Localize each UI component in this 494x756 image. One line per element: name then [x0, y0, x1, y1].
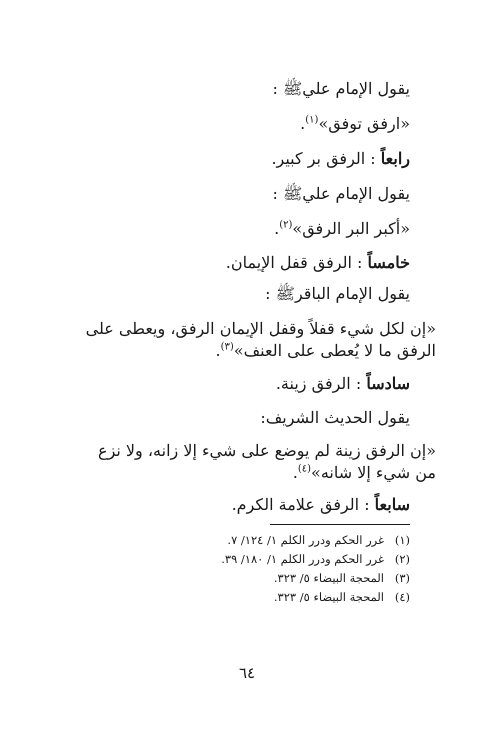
footnote-ref-2[interactable]: (٢) [279, 219, 293, 231]
punct: . [292, 463, 298, 482]
footnote-1 [227, 532, 410, 548]
punct: . [274, 219, 280, 238]
punct: . [300, 114, 306, 133]
honorific-glyph: ﷺ [282, 184, 303, 203]
footnote-text: المحجة البيضاء ٥/ ٣٢٣. [273, 571, 384, 585]
quote-text: «أكبر البر الرفق» [292, 219, 410, 238]
honorific-glyph: ﷺ [282, 79, 303, 98]
footnote-ref-1[interactable]: (١) [305, 114, 319, 126]
quote-lock-line-2 [216, 340, 436, 362]
quote-text: «إن لكل شيء قفلاً وقفل الإيمان الرفق، ويعطى على [85, 319, 436, 338]
point-text: : الرفق قفل الإيمان. [225, 253, 368, 272]
point-text: : الرفق علامة الكرم. [231, 495, 375, 514]
quote-lock-line-1 [58, 318, 436, 340]
footnote-2 [221, 551, 410, 567]
punct: : [265, 284, 276, 303]
footnote-4 [274, 589, 410, 605]
quote-irfaq [300, 113, 410, 135]
section-heading-sixth: سادساً [366, 374, 410, 393]
intro-text: يقول الإمام علي [302, 79, 410, 98]
footnote-number: (٣) [394, 571, 410, 585]
punct: . [215, 341, 221, 360]
section-heading-fifth: خامساً [367, 253, 410, 272]
quote-intro-baqir [265, 283, 410, 305]
intro-text: يقول الإمام الباقر [294, 284, 410, 303]
point-text: : الرفق زينة. [275, 374, 367, 393]
page-number: ٦٤ [238, 664, 256, 682]
footnote-number: (٢) [394, 552, 410, 566]
quote-text: «إن الرفق زينة لم يوضع على شيء إلا زانه، ولا نزع [98, 441, 436, 460]
point-text: : الرفق بر كبير. [271, 149, 381, 168]
quote-akbar-albir [274, 218, 410, 240]
point-seventh [232, 494, 410, 516]
quote-text: من شيء إلا شانه» [311, 463, 436, 482]
section-heading-seventh: سابعاً [374, 495, 410, 514]
intro-text: يقول الحديث الشريف: [260, 408, 410, 427]
quote-intro-ali-2 [272, 183, 410, 205]
punct: : [272, 184, 283, 203]
section-heading-fourth: رابعاً [380, 149, 410, 168]
quote-adornment-line-2 [293, 462, 436, 484]
footnote-3 [274, 570, 410, 586]
quote-adornment-line-1 [58, 440, 436, 462]
footnote-text: المحجة البيضاء ٥/ ٣٢٣. [273, 590, 384, 604]
footnote-separator [270, 524, 410, 525]
quote-text: الرفق ما لا يُعطى على العنف» [233, 341, 436, 360]
footnote-text: غرر الحكم ودرر الكلم ١/ ١٨٠/ ٣٩. [221, 552, 384, 566]
point-fifth [226, 252, 410, 274]
honorific-glyph: ﷺ [275, 284, 295, 303]
intro-text: يقول الإمام علي [302, 184, 410, 203]
punct: : [272, 79, 283, 98]
quote-intro-ali-1 [272, 78, 410, 100]
footnote-number: (٤) [394, 590, 410, 604]
quote-intro-hadith [260, 407, 410, 429]
footnote-ref-3[interactable]: (٣) [220, 341, 234, 353]
quote-text: «ارفق توفق» [318, 114, 410, 133]
point-sixth [276, 373, 410, 395]
footnote-text: غرر الحكم ودرر الكلم ١/ ١٢٤/ ٧. [227, 533, 384, 547]
footnote-ref-4[interactable]: (٤) [297, 463, 312, 475]
point-fourth [271, 148, 410, 170]
footnote-number: (١) [394, 533, 410, 547]
